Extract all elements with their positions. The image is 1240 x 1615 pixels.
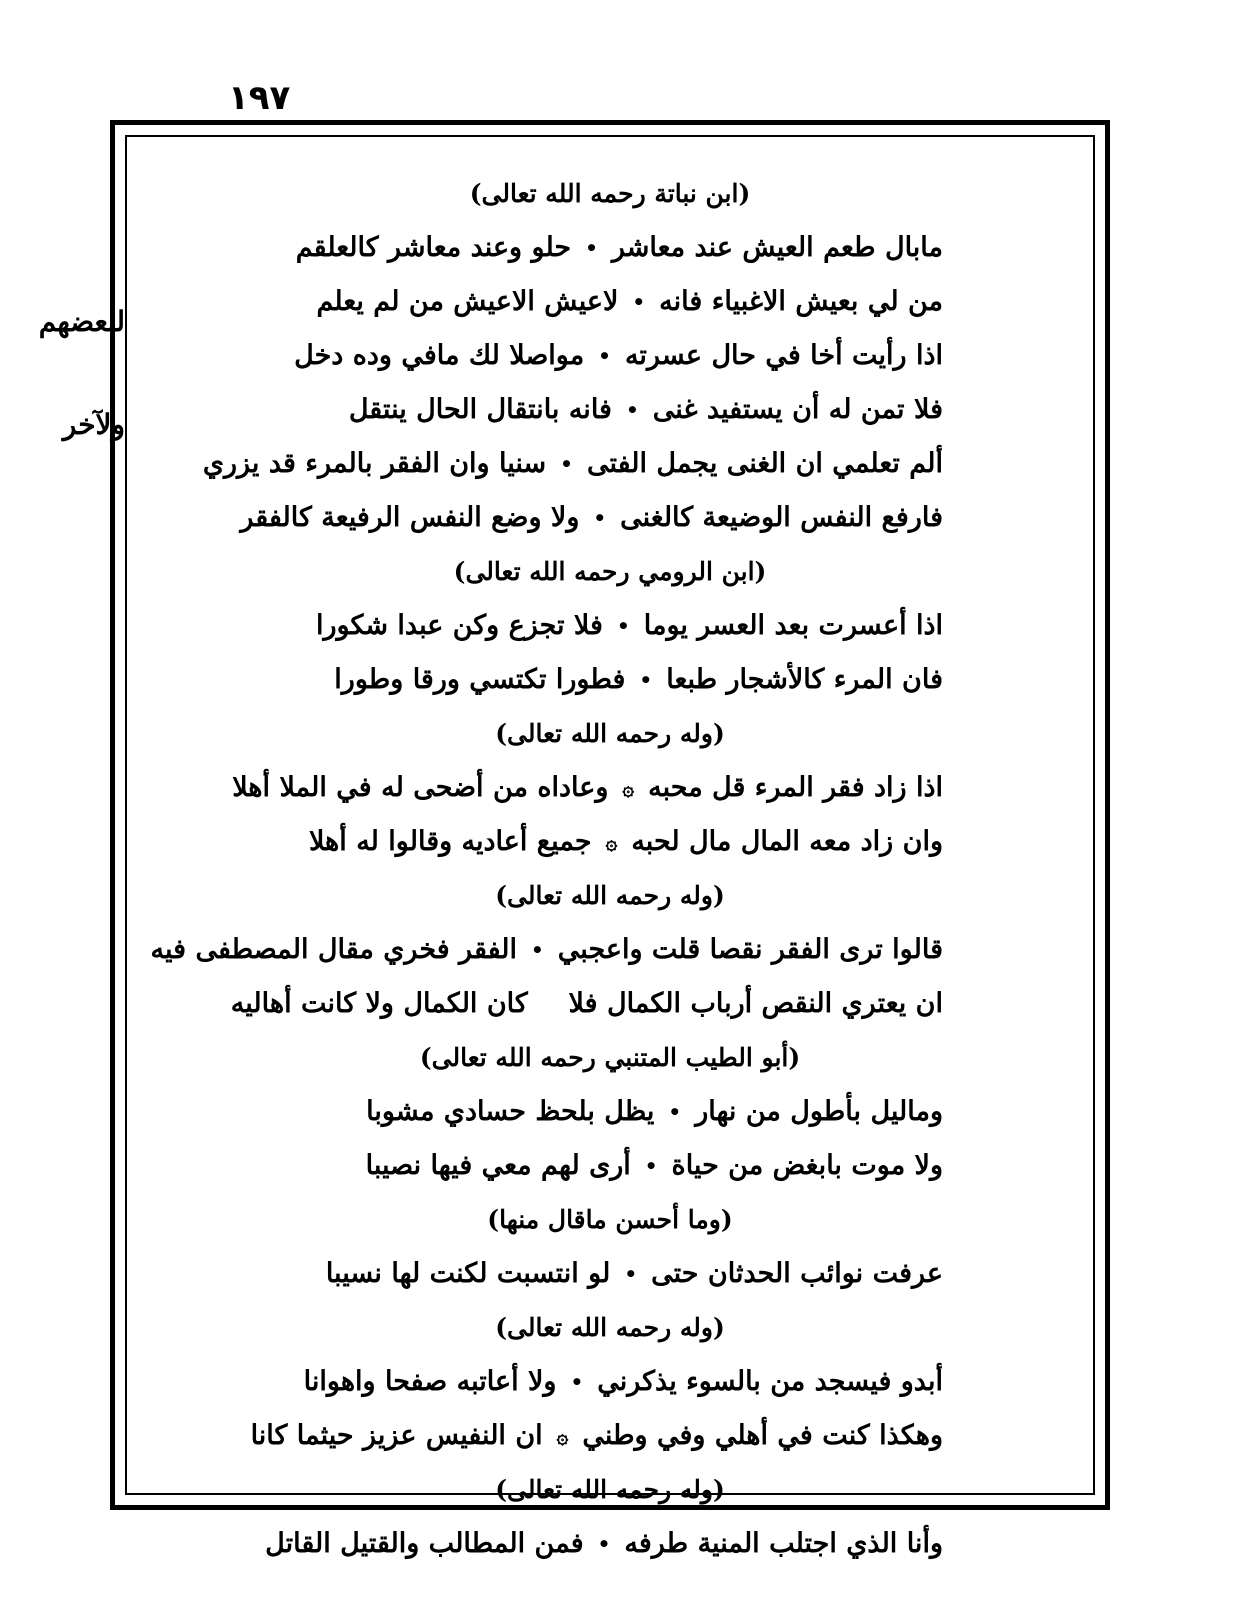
- verse-line: [127, 1517, 1093, 1571]
- verse-separator: ۞: [622, 776, 635, 800]
- section-heading: (ابن الرومي رحمه الله تعالى): [453, 557, 767, 586]
- second-hemistich: ان النفيس عزيز حيثما كانا: [250, 1420, 543, 1451]
- section-heading: (وله رحمه الله تعالى): [495, 881, 725, 910]
- first-hemistich: اذا زاد فقر المرء قل محبه: [648, 772, 943, 803]
- first-hemistich: وان زاد معه المال مال لحبه: [631, 826, 943, 857]
- page-number: ١٩٧: [228, 78, 291, 118]
- section-heading: (أبو الطيب المتنبي رحمه الله تعالى): [419, 1043, 801, 1072]
- first-hemistich: وأنا الذي اجتلب المنية طرفه: [624, 1528, 943, 1559]
- verse-line: [127, 923, 1093, 977]
- verse-separator: •: [531, 938, 544, 962]
- verse-line: [127, 1085, 1093, 1139]
- first-hemistich: ألم تعلمي ان الغنى يجمل الفتى: [586, 448, 943, 479]
- verse-separator: •: [668, 1100, 682, 1124]
- second-hemistich: فمن المطالب والقتيل القاتل: [265, 1528, 584, 1559]
- second-hemistich: سنيا وان الفقر بالمرء قد يزري: [202, 448, 547, 479]
- verse-separator: •: [593, 506, 607, 530]
- section-heading: (وله رحمه الله تعالى): [495, 1313, 725, 1342]
- second-hemistich: جميع أعاديه وقالوا له أهلا: [308, 826, 592, 857]
- second-hemistich: ولا أعاتبه صفحا واهوانا: [303, 1366, 557, 1397]
- verse-separator: •: [632, 290, 646, 314]
- margin-note: لبعضهم: [38, 305, 125, 338]
- section-heading: (وله رحمه الله تعالى): [495, 1475, 725, 1504]
- verse-separator: •: [616, 614, 630, 638]
- inner-frame: [125, 135, 1095, 1559]
- second-hemistich: كان الكمال ولا كانت أهاليه: [230, 988, 528, 1019]
- first-hemistich: قالوا ترى الفقر نقصا قلت واعجبي: [557, 934, 943, 965]
- verse-line: [127, 1139, 1093, 1193]
- verse-separator: •: [639, 668, 653, 692]
- first-hemistich: عرفت نوائب الحدثان حتى: [651, 1258, 943, 1289]
- verse-line: [127, 221, 1093, 275]
- verse-separator: ۞: [556, 1424, 569, 1448]
- second-hemistich: ولا وضع النفس الرفيعة كالفقر: [240, 502, 580, 533]
- verse-separator: •: [570, 1370, 584, 1394]
- first-hemistich: ان يعتري النقص أرباب الكمال فلا: [568, 988, 943, 1019]
- first-hemistich: مابال طعم العيش عند معاشر: [611, 232, 943, 263]
- second-hemistich: أرى لهم معي فيها نصيبا: [365, 1150, 631, 1181]
- verse-separator: ۞: [605, 830, 618, 854]
- second-hemistich: لو انتسبت لكنت لها نسيبا: [325, 1258, 611, 1289]
- second-hemistich: لاعيش الاعيش من لم يعلم: [316, 286, 619, 317]
- section-heading: (وما أحسن ماقال منها): [487, 1205, 733, 1234]
- verse-line: [127, 653, 1093, 707]
- section-heading: (وله رحمه الله تعالى): [495, 719, 725, 748]
- verse-line: [127, 977, 1093, 1031]
- second-hemistich: وعاداه من أضحى له في الملا أهلا: [232, 772, 609, 803]
- first-hemistich: اذا أعسرت بعد العسر يوما: [643, 610, 943, 641]
- verse-line: [127, 1409, 1093, 1463]
- verse-separator: •: [598, 344, 611, 368]
- second-hemistich: حلو وعند معاشر كالعلقم: [295, 232, 572, 263]
- margin-note: ولآخر: [62, 408, 125, 441]
- verse-line: [127, 383, 1093, 437]
- second-hemistich: فانه بانتقال الحال ينتقل: [348, 394, 612, 425]
- first-hemistich: فلا تمن له أن يستفيد غنى: [652, 394, 943, 425]
- verse-line: [127, 599, 1093, 653]
- second-hemistich: مواصلا لك مافي وده دخل: [294, 340, 585, 371]
- verse-separator: •: [644, 1154, 658, 1178]
- verse-line: [127, 329, 1093, 383]
- verse-line: [127, 1355, 1093, 1409]
- second-hemistich: فطورا تكتسي ورقا وطورا: [334, 664, 626, 695]
- second-hemistich: الفقر فخري مقال المصطفى فيه: [150, 934, 517, 965]
- verse-line: [127, 1247, 1093, 1301]
- verse-line: [127, 815, 1093, 869]
- first-hemistich: فان المرء كالأشجار طبعا: [666, 664, 943, 695]
- verse-separator: •: [560, 452, 573, 476]
- verse-line: [127, 491, 1093, 545]
- verse-line: [127, 275, 1093, 329]
- first-hemistich: وماليل بأطول من نهار: [695, 1096, 943, 1127]
- first-hemistich: من لي بعيش الاغبياء فانه: [659, 286, 943, 317]
- section-heading: (ابن نباتة رحمه الله تعالى): [469, 179, 751, 208]
- verse-line: [127, 437, 1093, 491]
- page-frame: [110, 120, 1110, 1559]
- first-hemistich: أبدو فيسجد من بالسوء يذكرني: [597, 1366, 943, 1397]
- second-hemistich: يظل بلحظ حسادي مشوبا: [366, 1096, 655, 1127]
- verse-line: [127, 761, 1093, 815]
- first-hemistich: فارفع النفس الوضيعة كالغنى: [620, 502, 943, 533]
- verse-separator: •: [597, 1532, 611, 1556]
- verse-separator: •: [624, 1262, 638, 1286]
- second-hemistich: فلا تجزع وكن عبدا شكورا: [315, 610, 603, 641]
- first-hemistich: وهكذا كنت في أهلي وفي وطني: [582, 1420, 943, 1451]
- verse-separator: •: [585, 236, 598, 260]
- first-hemistich: اذا رأيت أخا في حال عسرته: [624, 340, 943, 371]
- first-hemistich: ولا موت بابغض من حياة: [671, 1150, 943, 1181]
- verse-separator: •: [625, 398, 639, 422]
